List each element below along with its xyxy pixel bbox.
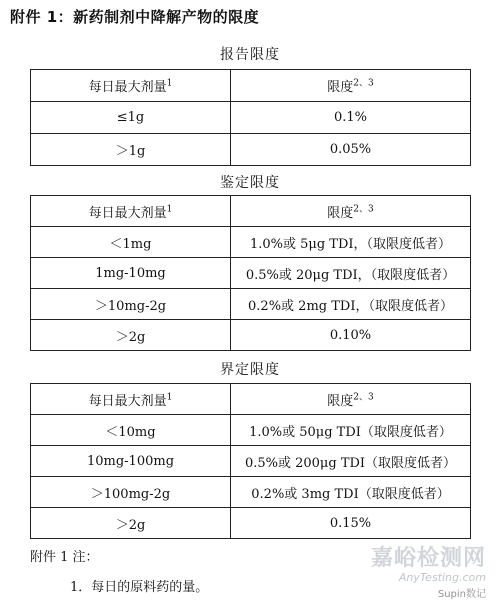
- table-row: [31, 134, 471, 166]
- header-cell-dose: 每日最大剂量$^1$: [31, 384, 231, 415]
- identification-threshold-table: [30, 195, 471, 351]
- limit-cell: 0.05%: [231, 134, 471, 166]
- dose-cell: ＞2g: [31, 508, 231, 539]
- table-header-row: [31, 384, 471, 415]
- watermark-domain: AnyTesting.com: [398, 571, 486, 584]
- limit-cell: 1.0%或 50μg TDI（取限度低者）: [231, 415, 471, 446]
- dose-cell: ＞100mg-2g: [31, 477, 231, 508]
- limit-cell: 0.2%或 3mg TDI（取限度低者）: [231, 477, 471, 508]
- dose-cell: ≤1g: [31, 102, 231, 134]
- dose-cell: ＜1mg: [31, 227, 231, 258]
- watermark-site-name: 嘉峪检测网: [370, 546, 486, 571]
- table-header-row: [31, 70, 471, 102]
- note-item: 1．每日的原料药的量。: [70, 580, 209, 595]
- section-title-reporting: 报告限度: [220, 47, 280, 63]
- header-cell-limit: 限度$^{2、3}$: [231, 384, 471, 415]
- limit-cell: 0.15%: [231, 508, 471, 539]
- reporting-threshold-table: [30, 69, 471, 166]
- dose-cell: ＞1g: [31, 134, 231, 166]
- table-row: [31, 446, 471, 477]
- header-cell-limit: 限度$^{2、3}$: [231, 70, 471, 102]
- dose-cell: 1mg-10mg: [31, 258, 231, 289]
- limit-cell: 0.5%或 20μg TDI，（取限度低者）: [231, 258, 471, 289]
- header-cell-dose: 每日最大剂量$^1$: [31, 70, 231, 102]
- table-row: [31, 102, 471, 134]
- table-row: [31, 227, 471, 258]
- section-title-identification: 鉴定限度: [220, 175, 280, 191]
- dose-cell: ＜10mg: [31, 415, 231, 446]
- table-header-row: [31, 196, 471, 227]
- dose-cell: ＞2g: [31, 320, 231, 351]
- limit-cell: 0.10%: [231, 320, 471, 351]
- table-row: [31, 320, 471, 351]
- table-row: [31, 258, 471, 289]
- limit-cell: 0.1%: [231, 102, 471, 134]
- watermark: [356, 546, 486, 600]
- notes-title: 附件 1 注：: [30, 550, 99, 565]
- dose-cell: 10mg-100mg: [31, 446, 231, 477]
- header-cell-dose: 每日最大剂量$^1$: [31, 196, 231, 227]
- table-row: [31, 477, 471, 508]
- section-title-qualification: 界定限度: [220, 362, 280, 378]
- limit-cell: 0.2%或 2mg TDI，（取限度低者）: [231, 289, 471, 320]
- table-row: [31, 508, 471, 539]
- table-row: [31, 415, 471, 446]
- header-cell-limit: 限度$^{2、3}$: [231, 196, 471, 227]
- qualification-threshold-table: [30, 383, 471, 539]
- dose-cell: ＞10mg-2g: [31, 289, 231, 320]
- limit-cell: 1.0%或 5μg TDI，（取限度低者）: [231, 227, 471, 258]
- watermark-account: Supin数记: [437, 589, 486, 600]
- document-title: 附件 1：新药制剂中降解产物的限度: [10, 8, 260, 26]
- limit-cell: 0.5%或 200μg TDI（取限度低者）: [231, 446, 471, 477]
- table-row: [31, 289, 471, 320]
